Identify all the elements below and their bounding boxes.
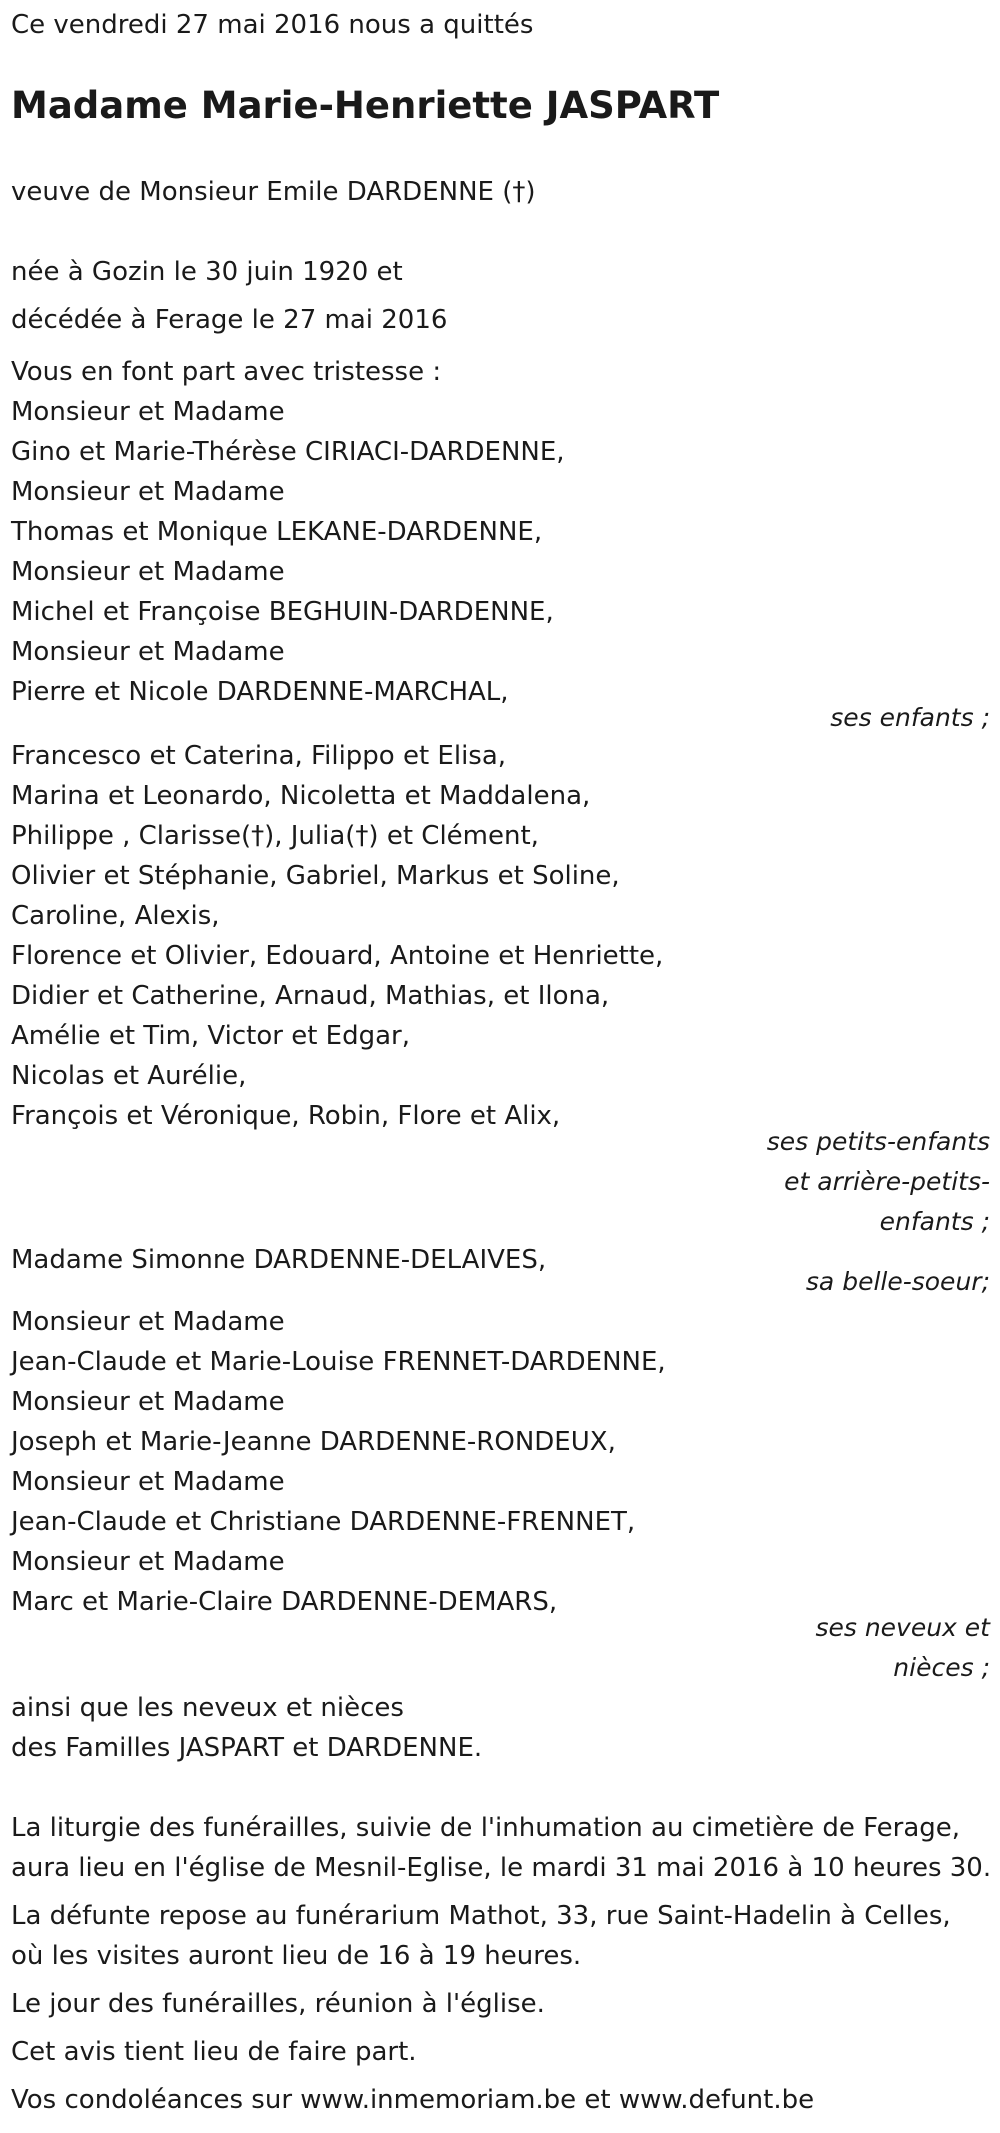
- list-item: Gino et Marie-Thérèse CIRIACI-DARDENNE,: [11, 437, 565, 467]
- rest-line: La défunte repose au funérarium Mathot, 33, rue Saint-Hadelin à Celles,: [11, 1901, 951, 1931]
- children-block: [11, 352, 991, 712]
- list-item: Madame Simonne DARDENNE-DELAIVES,: [11, 1245, 547, 1275]
- grandchildren-block: [11, 736, 991, 1136]
- list-item: Pierre et Nicole DARDENNE-MARCHAL,: [11, 677, 509, 707]
- reunion-line: Le jour des funérailles, réunion à l'église.: [11, 1989, 545, 2019]
- grandchildren-relation: [767, 1122, 990, 1242]
- list-item: Thomas et Monique LEKANE-DARDENNE,: [11, 517, 543, 547]
- ceremony-line: aura lieu en l'église de Mesnil-Eglise, le mardi 31 mai 2016 à 10 heures 30.: [11, 1853, 992, 1883]
- list-item: Caroline, Alexis,: [11, 901, 220, 931]
- list-item: Monsieur et Madame: [11, 557, 285, 587]
- relation-label: ses petits-enfants: [766, 1127, 990, 1156]
- widow-line: [11, 172, 991, 212]
- list-item: Monsieur et Madame: [11, 397, 285, 427]
- list-item: Michel et Françoise BEGHUIN-DARDENNE,: [11, 597, 554, 627]
- families-line: des Familles JASPART et DARDENNE.: [11, 1733, 483, 1763]
- children-relation: [830, 698, 990, 738]
- relation-label: et arrière-petits-: [784, 1167, 990, 1196]
- list-item: Monsieur et Madame: [11, 477, 285, 507]
- list-item: Marina et Leonardo, Nicoletta et Maddalena,: [11, 781, 591, 811]
- relation-label: ses neveux et: [815, 1613, 990, 1642]
- list-item: Monsieur et Madame: [11, 1307, 285, 1337]
- relation-label: sa belle-soeur;: [805, 1267, 990, 1296]
- nephews-relation: [815, 1608, 990, 1688]
- notice-line: Cet avis tient lieu de faire part.: [11, 2037, 417, 2067]
- list-item: Jean-Claude et Christiane DARDENNE-FRENNET,: [11, 1507, 636, 1537]
- relation-label: enfants ;: [879, 1207, 990, 1236]
- list-item: Nicolas et Aurélie,: [11, 1061, 247, 1091]
- list-item: Joseph et Marie-Jeanne DARDENNE-RONDEUX,: [11, 1427, 616, 1457]
- deceased-name: Madame Marie-Henriette JASPART: [11, 84, 720, 127]
- families-block: [11, 1688, 991, 1768]
- list-item: Amélie et Tim, Victor et Edgar,: [11, 1021, 411, 1051]
- nephews-block: [11, 1302, 991, 1622]
- death-line: décédée à Ferage le 27 mai 2016: [11, 305, 448, 335]
- condolences-line: Vos condoléances sur www.inmemoriam.be et www.defunt.be: [11, 2085, 815, 2115]
- intro-line: Ce vendredi 27 mai 2016 nous a quittés: [11, 10, 534, 40]
- list-item: Monsieur et Madame: [11, 637, 285, 667]
- sister-in-law-relation: [806, 1262, 990, 1302]
- list-item: Monsieur et Madame: [11, 1387, 285, 1417]
- list-item: Francesco et Caterina, Filippo et Elisa,: [11, 741, 507, 771]
- list-item: Marc et Marie-Claire DARDENNE-DEMARS,: [11, 1587, 558, 1617]
- ceremony-line: La liturgie des funérailles, suivie de l'inhumation au cimetière de Ferage,: [11, 1813, 961, 1843]
- relation-label: nièces ;: [893, 1653, 990, 1682]
- list-item: Philippe , Clarisse(†), Julia(†) et Clément,: [11, 821, 539, 851]
- birth-line: née à Gozin le 30 juin 1920 et: [11, 257, 403, 287]
- families-line: ainsi que les neveux et nièces: [11, 1693, 404, 1723]
- list-item: Jean-Claude et Marie-Louise FRENNET-DARDENNE,: [11, 1347, 666, 1377]
- announce-line: Vous en font part avec tristesse :: [11, 357, 442, 387]
- birth-death-block: [11, 252, 991, 340]
- list-item: Didier et Catherine, Arnaud, Mathias, et Ilona,: [11, 981, 610, 1011]
- list-item: Monsieur et Madame: [11, 1467, 285, 1497]
- list-item: François et Véronique, Robin, Flore et Alix,: [11, 1101, 561, 1131]
- relation-label: ses enfants ;: [830, 703, 990, 732]
- ceremony-block: [11, 1808, 991, 2120]
- list-item: Florence et Olivier, Edouard, Antoine et Henriette,: [11, 941, 664, 971]
- list-item: Monsieur et Madame: [11, 1547, 285, 1577]
- list-item: Olivier et Stéphanie, Gabriel, Markus et Soline,: [11, 861, 620, 891]
- widow-text: veuve de Monsieur Emile DARDENNE (†): [11, 177, 536, 207]
- rest-line: où les visites auront lieu de 16 à 19 heures.: [11, 1941, 582, 1971]
